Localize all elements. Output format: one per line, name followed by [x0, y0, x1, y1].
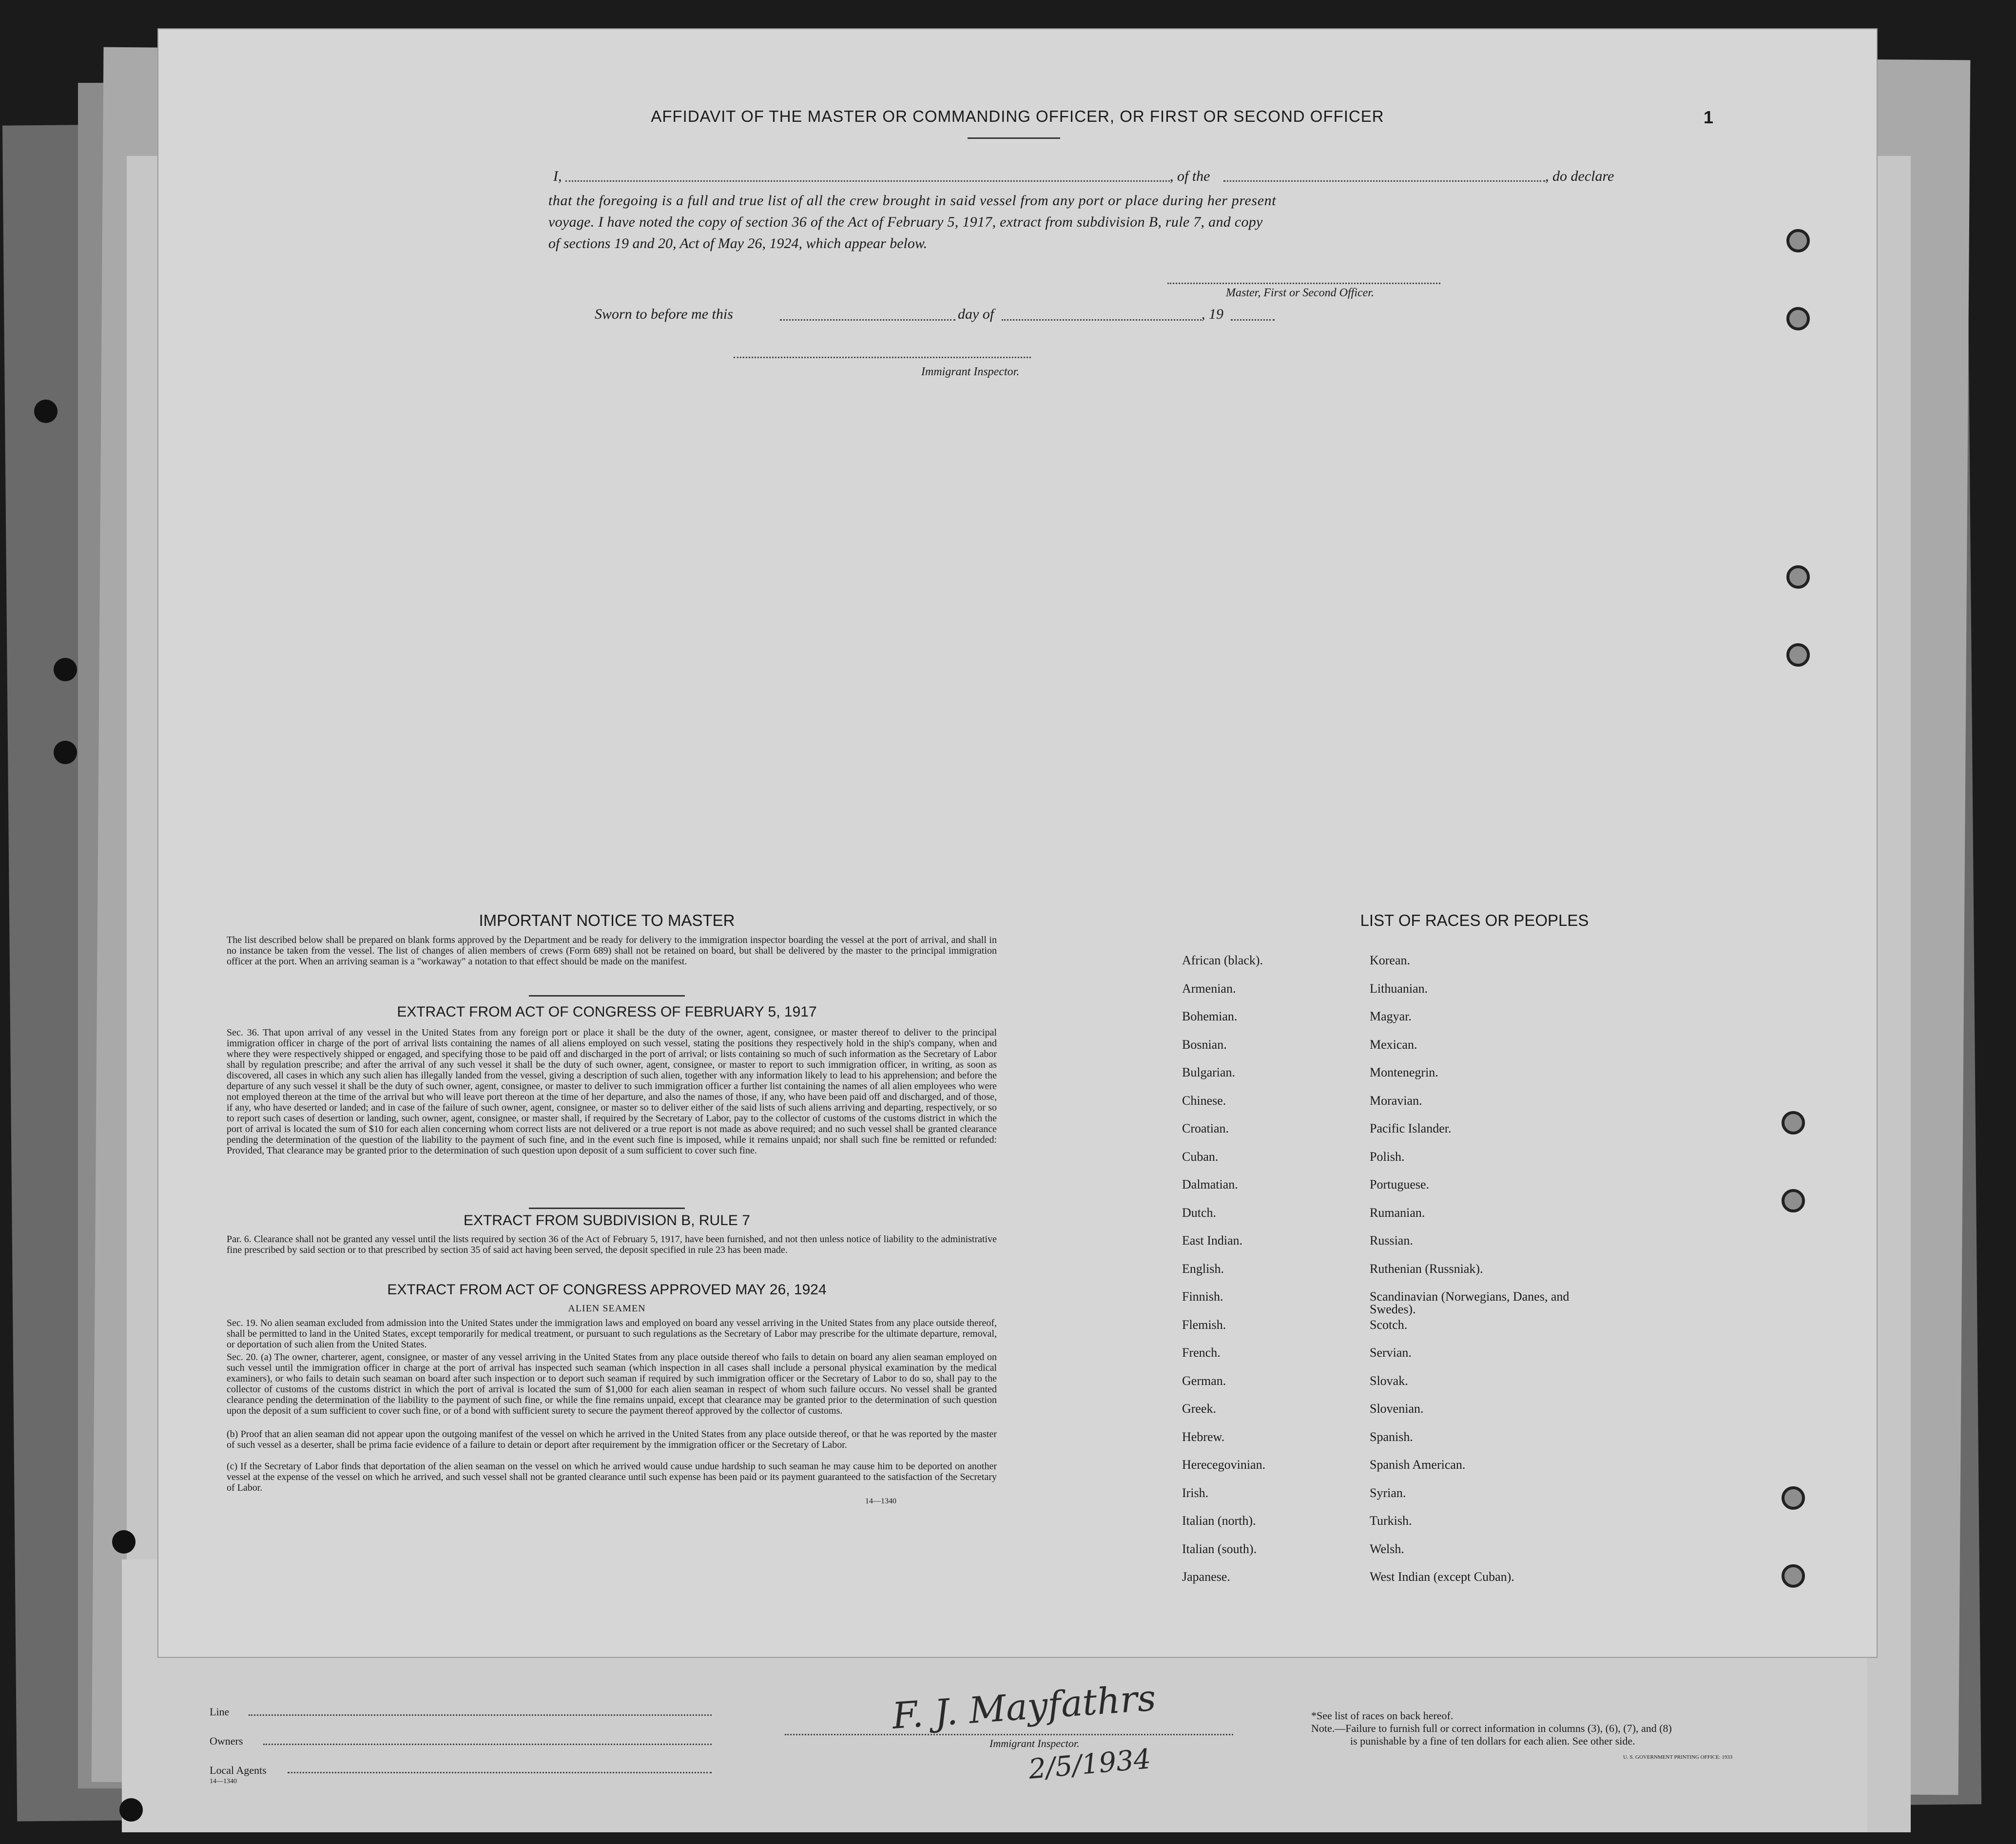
race-item: Cuban. — [1182, 1149, 1219, 1164]
binder-hole — [1786, 307, 1810, 330]
name-blank — [565, 180, 1170, 182]
races-title: LIST OF RACES OR PEOPLES — [1360, 911, 1589, 929]
page-number: 1 — [1704, 107, 1714, 127]
owners-blank — [263, 1744, 712, 1745]
race-item: Slovak. — [1370, 1373, 1408, 1388]
inspector-signature: F. J. Mayfathrs — [891, 1677, 1158, 1737]
race-item: Flemish. — [1182, 1317, 1226, 1332]
race-item: Welsh. — [1370, 1541, 1404, 1556]
rule-7-title: EXTRACT FROM SUBDIVISION B, RULE 7 — [464, 1212, 750, 1229]
binder-hole — [1782, 1486, 1805, 1510]
race-item: Syrian. — [1370, 1485, 1406, 1500]
race-item: Mexican. — [1370, 1037, 1417, 1052]
fine-note: Note.—Failure to furnish full or correct information in columns (3), (6), (7), and (8) — [1311, 1722, 1672, 1734]
affidavit-line-2: that the foregoing is a full and true list of all the crew brought in said vessel from any port or place during her present — [548, 192, 1277, 209]
race-item: Rumanian. — [1370, 1205, 1425, 1220]
race-item: Servian. — [1370, 1345, 1412, 1360]
binder-hole — [1786, 565, 1810, 589]
sworn-label: Sworn to before me this — [595, 306, 733, 322]
race-item: Armenian. — [1182, 981, 1236, 996]
agents-blank — [288, 1772, 712, 1773]
section-20a-body: Sec. 20. (a) The owner, charterer, agent, consignee, or master of any vessel arriving in the United States from any place outside thereof who fails to detain on board any alien seaman employed on such vessel until the immigration officer in charge at the port of arrival has inspected such seaman (which inspection in all cases shall include a personal physical examination by the medical examiners), or who fails to detain such seaman on board after such inspection or to deport such seaman if required by such immigration officer or the Secretary of Labor to do so, shall pay to the collector of customs of the customs district in which the port of arrival is located the sum of $1,000 for each alien seaman in respect of whom such failure occurs. No vessel shall be granted clearance pending the determination of the liability to the payment of such fine, or while the fine remains unpaid, except that clearance may be granted prior to the determination of such question upon the deposit of a sum sufficient to cover such fine, or of a bond with sufficient surety to secure the payment thereof approved by the collector of customs. — [227, 1352, 997, 1416]
race-item: French. — [1182, 1345, 1221, 1360]
year-label: , 19 — [1202, 306, 1223, 322]
handwritten-date: 2/5/1934 — [1027, 1743, 1152, 1786]
affidavit-line-3: voyage. I have noted the copy of section 36 of the Act of February 5, 1917, extract from subdivision B, rule 7, and copy — [548, 214, 1263, 230]
footer-inspector-label: Immigrant Inspector. — [989, 1737, 1080, 1749]
race-item: Ruthenian (Russniak). — [1370, 1261, 1483, 1276]
race-item: Polish. — [1370, 1149, 1405, 1164]
day-of-label: day of — [958, 306, 994, 322]
printing-office: U. S. GOVERNMENT PRINTING OFFICE: 1933 — [1623, 1754, 1733, 1760]
affidavit-line-4: of sections 19 and 20, Act of May 26, 1924, which appear below. — [548, 235, 928, 251]
section-rule — [529, 995, 685, 997]
inspector-label: Immigrant Inspector. — [921, 365, 1020, 378]
alien-seamen-subtitle: ALIEN SEAMEN — [568, 1303, 646, 1314]
race-item: Finnish. — [1182, 1289, 1223, 1304]
race-item: Herecegovinian. — [1182, 1458, 1266, 1472]
notice-body: The list described below shall be prepared on blank forms approved by the Department and be ready for delivery to the immigration inspector boarding the vessel at the port of arrival, and shall in no instance be taken from the vessel. The list of changes of alien members of crews (Form 689) shall not be retained on board, but shall be delivered by the master to the principal immigration officer at the port. When an arriving seaman is a "workaway" a notation to that effect should be made on the manifest. — [227, 935, 997, 967]
extract-1924-title: EXTRACT FROM ACT OF CONGRESS APPROVED MAY 26, 1924 — [387, 1282, 827, 1298]
affidavit-of-the: , of the — [1170, 168, 1210, 184]
race-item: Slovenian. — [1370, 1402, 1424, 1416]
affidavit-page — [158, 29, 1877, 1657]
race-item: Russian. — [1370, 1233, 1413, 1248]
year-blank — [1231, 319, 1275, 321]
race-item: Lithuanian. — [1370, 981, 1428, 996]
extract-1917-title: EXTRACT FROM ACT OF CONGRESS OF FEBRUARY 5, 1917 — [397, 1004, 817, 1020]
binder-hole — [1786, 643, 1810, 667]
race-item: Croatian. — [1182, 1121, 1229, 1135]
race-item: Montenegrin. — [1370, 1065, 1438, 1079]
race-item: West Indian (except Cuban). — [1370, 1570, 1514, 1584]
binder-hole — [54, 741, 77, 764]
month-blank — [1002, 319, 1202, 321]
notice-title: IMPORTANT NOTICE TO MASTER — [479, 911, 735, 929]
race-item: Spanish. — [1370, 1429, 1413, 1444]
section-20c-body: (c) If the Secretary of Labor finds that deportation of the alien seaman on the vessel on which he arrived would cause undue hardship to such seaman he may cause him to be deported on another vessel at the expense of the vessel on which he arrived, and such vessel shall not be granted clearance until such expense has been paid or its payment guaranteed to the satisfaction of the Secretary of Labor. — [227, 1461, 997, 1493]
race-item: Portuguese. — [1370, 1177, 1430, 1191]
rule-7-body: Par. 6. Clearance shall not be granted any vessel until the lists required by section 36 of the Act of February 5, 1917, have been furnished, and not then unless notice of liability to the administrative fine prescribed by said section or to that prescribed by section 35 of said act having been served, the deposit specified in rule 23 has been made. — [227, 1234, 997, 1255]
master-signature-blank — [1167, 283, 1440, 284]
binder-hole — [1786, 229, 1810, 252]
race-item: African (black). — [1182, 953, 1263, 967]
race-item: Magyar. — [1370, 1009, 1412, 1023]
local-agents-label: Local Agents — [210, 1764, 267, 1776]
section-36-body: Sec. 36. That upon arrival of any vessel in the United States from any foreign port or place it shall be the duty of the owner, agent, consignee, or master thereof to deliver to the principal immigration officer in charge of the port of arrival lists containing the names of all aliens employed on such vessel, stating the positions they respectively hold in the ship's company, when and where they were respectively shipped or engaged, and specifying those to be paid off and discharged in the port of arrival; or lists containing so much of such information as the Secretary of Labor shall by regulation prescribe; and after the arrival of any such vessel it shall be the duty of such owner, agent, consignee, or master to report to such immigration officer, in writing, as soon as discovered, all cases in which any such alien has illegally landed from the vessel, giving a description of such alien, together with any information likely to lead to his apprehension; and before the departure of any such vessel it shall be the duty of such owner, agent, consignee, or master to deliver to such immigration officer a further list containing the names of all alien employees who were not employed thereon at the time of the arrival but who will leave port thereon at the time of her departure, and also the names of those, if any, who have been paid off and discharged, and of those, if any, who have deserted or landed; and in case of the failure of such owner, agent, consignee, or master so to deliver either of the said lists of such aliens arriving and departing, respectively, or so to report such cases of desertion or landing, such owner, agent, consignee, or master shall, if required by the Secretary of Labor, pay to the collector of customs of the customs district in which the port of arrival is located the sum of $10 for each alien concerning whom correct lists are not delivered or a true report is not made as above required; and no such vessel shall be granted clearance pending the determination of the question of the liability to the payment of such fine, and in the event such fine is imposed, while it remains unpaid; nor shall such fine be remitted or refunded: Provided, That clearance may be granted prior to the determination of such question upon deposit of a sum sufficient to cover such fine. — [227, 1027, 997, 1156]
affidavit-title: AFFIDAVIT OF THE MASTER OR COMMANDING OFFICER, OR FIRST OR SECOND OFFICER — [651, 107, 1384, 125]
inspector-signature-blank — [734, 357, 1031, 358]
race-item: Bohemian. — [1182, 1009, 1238, 1023]
race-item: Italian (north). — [1182, 1514, 1256, 1528]
line-blank — [249, 1714, 712, 1716]
title-rule — [968, 137, 1060, 139]
form-number: 14—1340 — [865, 1497, 896, 1505]
section-19-body: Sec. 19. No alien seaman excluded from admission into the United States under the immigration laws and employed on board any vessel arriving in the United States from any place outside thereof, shall be permitted to land in the United States, except temporarily for medical treatment, or pursuant to such regulations as the Secretary of Labor may prescribe for the ultimate departure, removal, or deportation of such alien from the United States. — [227, 1318, 997, 1350]
race-item: Irish. — [1182, 1485, 1209, 1500]
sworn-day-blank — [780, 319, 955, 321]
binder-hole — [54, 658, 77, 681]
race-item: Greek. — [1182, 1402, 1217, 1416]
race-item: English. — [1182, 1261, 1224, 1276]
race-item: East Indian. — [1182, 1233, 1243, 1248]
race-item: Italian (south). — [1182, 1541, 1257, 1556]
binder-hole — [1782, 1111, 1805, 1134]
binder-hole — [112, 1530, 136, 1554]
race-item: Bosnian. — [1182, 1037, 1227, 1052]
vessel-blank — [1223, 180, 1545, 182]
races-note: *See list of races on back hereof. — [1311, 1710, 1454, 1722]
race-item: Scandinavian (Norwegians, Danes, and Swedes). — [1370, 1289, 1570, 1316]
footer-form-number: 14—1340 — [210, 1778, 237, 1785]
binder-hole — [34, 400, 58, 423]
race-item: Bulgarian. — [1182, 1065, 1236, 1079]
signature-line — [785, 1734, 1233, 1735]
affidavit-i-label: I, — [553, 168, 562, 184]
race-item: Turkish. — [1370, 1514, 1412, 1528]
race-item: Chinese. — [1182, 1093, 1226, 1108]
line-label: Line — [210, 1706, 230, 1718]
owners-label: Owners — [210, 1735, 243, 1747]
race-item: Moravian. — [1370, 1093, 1422, 1108]
race-item: Dalmatian. — [1182, 1177, 1238, 1191]
race-item: Pacific Islander. — [1370, 1121, 1452, 1135]
race-item: Spanish American. — [1370, 1458, 1466, 1472]
section-rule — [529, 1208, 685, 1209]
fine-note-cont: is punishable by a fine of ten dollars for each alien. See other side. — [1350, 1735, 1635, 1747]
race-item: Dutch. — [1182, 1205, 1217, 1220]
binder-hole — [1782, 1564, 1805, 1588]
section-20b-body: (b) Proof that an alien seaman did not appear upon the outgoing manifest of the vessel on which he arrived in the United States from any place outside thereof, or that he was reported by the master of such vessel as a deserter, shall be prima facie evidence of a failure to detain or deport after requirement by the immigration officer or the Secretary of Labor. — [227, 1429, 997, 1450]
binder-hole — [1782, 1189, 1805, 1212]
race-item: Hebrew. — [1182, 1429, 1225, 1444]
race-item: Japanese. — [1182, 1570, 1230, 1584]
race-item: German. — [1182, 1373, 1226, 1388]
master-label: Master, First or Second Officer. — [1226, 287, 1374, 299]
affidavit-do-declare: , do declare — [1545, 168, 1614, 184]
manifest-footer — [122, 1676, 1867, 1832]
race-item: Scotch. — [1370, 1317, 1408, 1332]
race-item: Korean. — [1370, 953, 1411, 967]
